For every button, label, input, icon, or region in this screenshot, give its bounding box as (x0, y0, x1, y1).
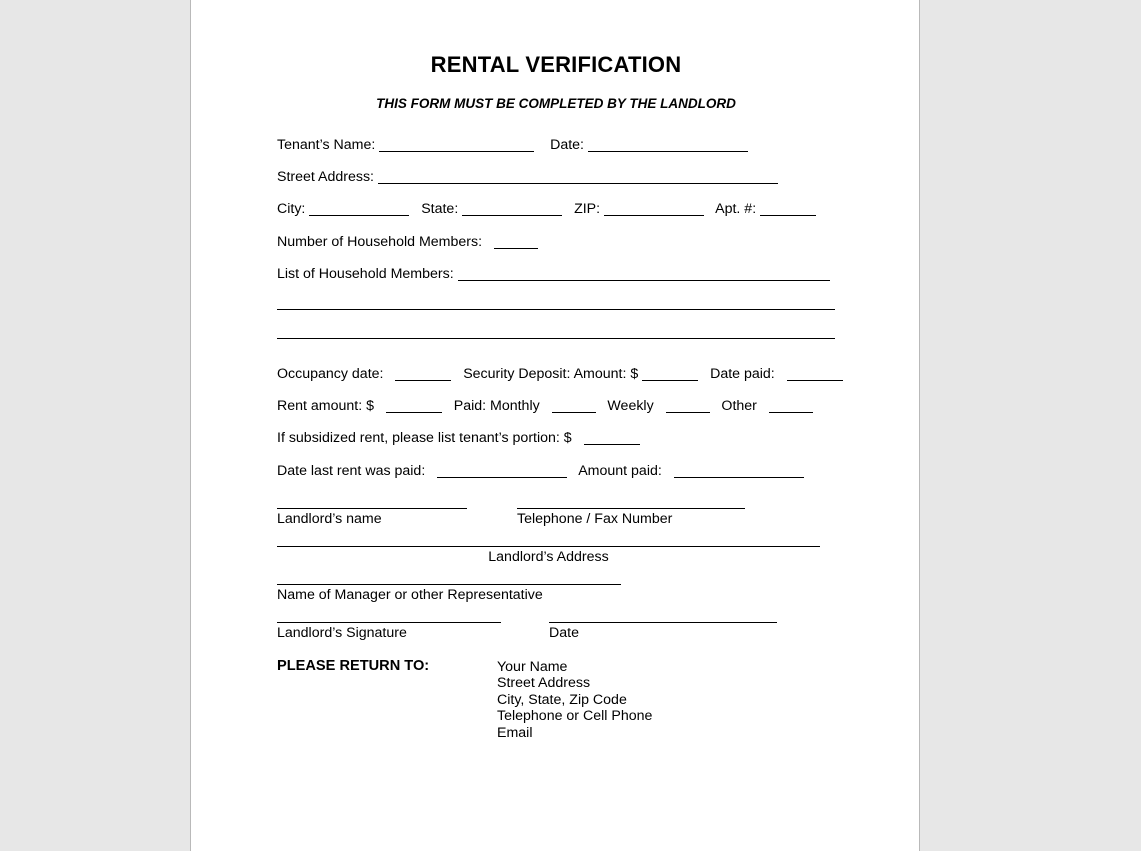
date-last-rent-label: Date last rent was paid: (277, 462, 426, 479)
landlord-name-block (277, 508, 467, 526)
street-address-input[interactable] (378, 172, 778, 184)
list-household-members-label: List of Household Members: (277, 265, 454, 282)
field-row-subsidized-rent (277, 431, 901, 445)
landlord-name-caption: Landlord’s name (277, 510, 382, 527)
field-row-list-household-members (277, 267, 901, 281)
paid-weekly-label: Weekly (607, 398, 654, 415)
security-deposit-amount-input[interactable] (642, 369, 698, 381)
paid-monthly-checkbox-line[interactable] (552, 401, 596, 413)
spacer (277, 496, 901, 508)
signature-date-block (549, 622, 777, 640)
apt-label: Apt. #: (715, 201, 757, 218)
spacer (277, 281, 901, 309)
return-to-line: Telephone or Cell Phone (497, 708, 653, 725)
paid-weekly-checkbox-line[interactable] (666, 401, 710, 413)
paid-other-checkbox-line[interactable] (769, 401, 813, 413)
street-address-label: Street Address: (277, 169, 374, 186)
spacer (277, 339, 901, 367)
zip-input[interactable] (604, 204, 704, 216)
security-deposit-label: Security Deposit: Amount: $ (463, 366, 639, 383)
amount-paid-input[interactable] (674, 466, 804, 478)
paid-monthly-label: Paid: Monthly (453, 398, 540, 415)
field-row-rent-amount (277, 399, 901, 413)
field-row-tenant-name (277, 138, 901, 152)
zip-label: ZIP: (574, 201, 601, 218)
spacer (277, 564, 901, 584)
spacer (277, 310, 901, 338)
date-last-rent-input[interactable] (437, 466, 567, 478)
form-body (277, 138, 901, 741)
rent-amount-label: Rent amount: $ (277, 398, 375, 415)
spacer (277, 526, 901, 546)
date-input[interactable] (588, 140, 748, 152)
signature-row-landlord-contact (277, 508, 901, 526)
num-household-members-label: Number of Household Members: (277, 233, 483, 250)
list-household-members-input[interactable] (458, 269, 830, 281)
field-row-num-household-members (277, 235, 901, 249)
field-row-occupancy-deposit (277, 367, 901, 381)
document-page (190, 0, 920, 851)
manager-name-block (277, 584, 621, 602)
field-row-street-address (277, 170, 901, 184)
telephone-fax-caption: Telephone / Fax Number (517, 510, 673, 527)
return-to-label: PLEASE RETURN TO: (277, 657, 430, 674)
field-row-date-last-rent (277, 464, 901, 478)
tenant-name-input[interactable] (379, 140, 534, 152)
spacer (467, 508, 517, 526)
return-to-line: Your Name (497, 658, 568, 675)
paid-other-label: Other (721, 398, 757, 415)
occupancy-date-input[interactable] (395, 369, 451, 381)
field-row-city-state-zip (277, 202, 901, 216)
subsidized-rent-label: If subsidized rent, please list tenant’s portion: $ (277, 430, 572, 447)
signature-date-caption: Date (549, 625, 579, 642)
city-input[interactable] (309, 204, 409, 216)
return-to-line: City, State, Zip Code (497, 691, 627, 708)
return-to-block (277, 659, 901, 742)
document-content (191, 0, 921, 851)
subsidized-rent-input[interactable] (584, 433, 640, 445)
signature-row-landlord-sign (277, 622, 901, 640)
spacer (501, 622, 549, 640)
landlord-signature-caption: Landlord’s Signature (277, 625, 407, 642)
num-household-members-input[interactable] (494, 237, 538, 249)
page-subtitle: THIS FORM MUST BE COMPLETED BY THE LANDLORD (376, 96, 736, 111)
tenant-name-label: Tenant’s Name: (277, 137, 376, 153)
date-paid-input[interactable] (787, 369, 843, 381)
page-title: RENTAL VERIFICATION (430, 52, 682, 77)
landlord-address-caption: Landlord’s Address (488, 549, 609, 566)
manager-name-caption: Name of Manager or other Representative (277, 587, 543, 604)
return-to-line: Email (497, 724, 533, 741)
state-input[interactable] (462, 204, 562, 216)
return-to-address (497, 659, 652, 742)
state-label: State: (421, 201, 459, 218)
landlord-address-block (277, 546, 820, 564)
date-label: Date: (550, 137, 584, 153)
date-paid-label: Date paid: (710, 366, 775, 383)
return-to-line: Street Address (497, 675, 591, 692)
apt-input[interactable] (760, 204, 816, 216)
rent-amount-input[interactable] (386, 401, 442, 413)
landlord-signature-block (277, 622, 501, 640)
telephone-fax-block (517, 508, 745, 526)
city-label: City: (277, 201, 306, 218)
spacer (277, 602, 901, 622)
occupancy-date-label: Occupancy date: (277, 366, 384, 383)
amount-paid-label: Amount paid: (578, 462, 662, 479)
